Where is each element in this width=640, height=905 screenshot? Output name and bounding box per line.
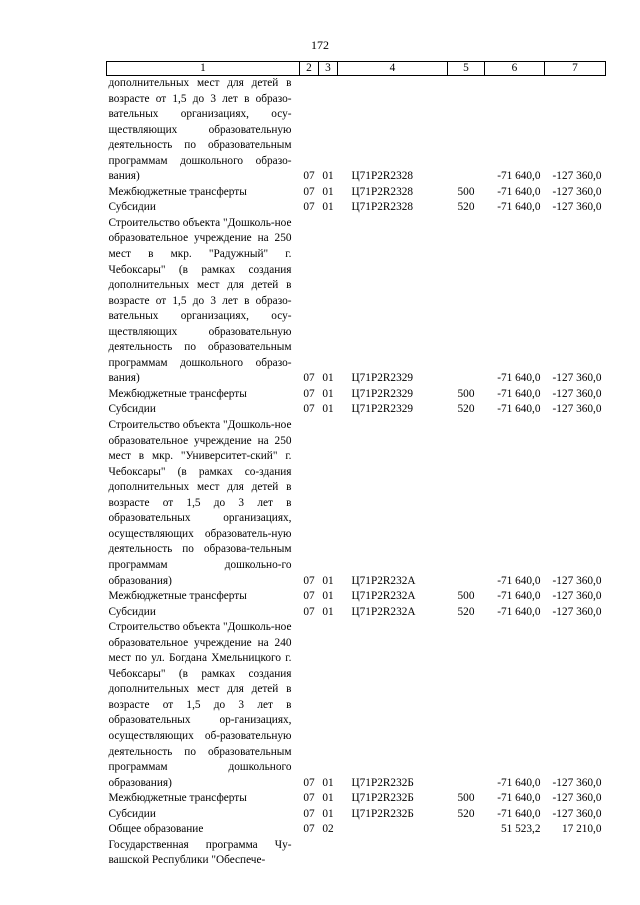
section-code: 07	[303, 574, 315, 587]
table-row	[107, 402, 606, 418]
target-article-code: Ц71Р2R232Б	[351, 807, 414, 820]
amount-col6: -71 640,0	[497, 590, 541, 603]
amount-col7: -127 360,0	[552, 185, 602, 198]
section-code: 07	[303, 170, 315, 183]
table-row	[107, 620, 606, 791]
subsection-code: 01	[322, 792, 334, 805]
target-article-code: Ц71Р2R232А	[351, 605, 416, 618]
table-row	[107, 216, 606, 387]
target-article-code: Ц71Р2R232А	[351, 590, 416, 603]
amount-col7: -127 360,0	[552, 792, 602, 805]
column-header: 6	[485, 62, 545, 76]
section-code: 07	[303, 590, 315, 603]
amount-col6: -71 640,0	[497, 807, 541, 820]
row-name: Субсидии	[108, 605, 156, 618]
target-article-code	[338, 838, 448, 869]
amount-col7: -127 360,0	[552, 372, 602, 385]
expense-type-code: 520	[457, 201, 475, 214]
amount-col6: -71 640,0	[497, 403, 541, 416]
table-row	[107, 589, 606, 605]
expense-type-code: 500	[457, 590, 475, 603]
target-article-code: Ц71Р2R2328	[351, 201, 414, 214]
target-article-code: Ц71Р2R2329	[351, 403, 414, 416]
section-code: 07	[303, 792, 315, 805]
column-header: 5	[448, 62, 485, 76]
subsection-code: 01	[322, 201, 334, 214]
section-code: 07	[303, 403, 315, 416]
section-code: 07	[303, 823, 315, 836]
column-header: 4	[338, 62, 448, 76]
expense-type-code	[448, 418, 485, 589]
expense-type-code	[448, 76, 485, 185]
table-row	[107, 605, 606, 621]
amount-col6: 51 523,2	[500, 823, 541, 836]
subsection-code: 01	[322, 590, 334, 603]
amount-col6: -71 640,0	[497, 776, 541, 789]
row-name: Субсидии	[108, 201, 156, 214]
subsection-code: 01	[322, 574, 334, 587]
expense-type-code	[448, 822, 485, 838]
section-code: 07	[303, 807, 315, 820]
table-row	[107, 185, 606, 201]
amount-col6: -71 640,0	[497, 792, 541, 805]
subsection-code: 01	[322, 387, 334, 400]
target-article-code: Ц71Р2R232Б	[351, 776, 414, 789]
amount-col7: 17 210,0	[561, 823, 602, 836]
table-row	[107, 418, 606, 589]
amount-col6: -71 640,0	[497, 605, 541, 618]
target-article-code	[338, 822, 448, 838]
amount-col7: -127 360,0	[552, 590, 602, 603]
table-row	[107, 838, 606, 869]
expense-type-code: 500	[457, 387, 475, 400]
target-article-code: Ц71Р2R232А	[351, 574, 416, 587]
subsection-code: 01	[322, 776, 334, 789]
row-name: Межбюджетные трансферты	[108, 387, 247, 400]
section-code: 07	[303, 387, 315, 400]
amount-col7: -127 360,0	[552, 574, 602, 587]
row-name: Субсидии	[108, 403, 156, 416]
amount-col6: -71 640,0	[497, 387, 541, 400]
table-row	[107, 807, 606, 823]
row-name: Межбюджетные трансферты	[108, 792, 247, 805]
section-code: 07	[303, 372, 315, 385]
table-row	[107, 387, 606, 403]
row-name: Строительство объекта "Дошколь-ное образовательное учреждение на 240 мест по ул. Богдана Хмельницкого г. Чебоксары" (в рамках создания дополнительных мест для детей в возрасте от 1,5 до 3 лет в образовательных ор-ганизациях, осуществляющих об-разовательную деятельность по образовательным программам дошкольного образования)	[108, 621, 292, 789]
target-article-code: Ц71Р2R2328	[351, 170, 414, 183]
subsection-code: 01	[322, 605, 334, 618]
target-article-code: Ц71Р2R2329	[351, 387, 414, 400]
amount-col6: -71 640,0	[497, 201, 541, 214]
row-name: Субсидии	[108, 807, 156, 820]
page-number: 172	[311, 38, 329, 52]
subsection-code: 01	[322, 403, 334, 416]
expense-type-code: 520	[457, 605, 475, 618]
section-code: 07	[303, 185, 315, 198]
row-name: Общее образование	[108, 823, 204, 836]
row-name: Строительство объекта "Дошколь-ное образовательное учреждение на 250 мест в мкр. "Радужный" г. Чебоксары" (в рамках создания дополнительных мест для детей в возрасте от 1,5 до 3 лет в образо-вательных организациях, осу-ществляющих образовательную деятельность по образовательным программам дошкольного образо-вания)	[108, 216, 292, 385]
expense-type-code	[448, 620, 485, 791]
amount-col7: -127 360,0	[552, 605, 602, 618]
target-article-code: Ц71Р2R232Б	[351, 792, 414, 805]
section-code	[300, 838, 319, 869]
row-name: Межбюджетные трансферты	[108, 185, 247, 198]
amount-col7	[545, 838, 606, 869]
target-article-code: Ц71Р2R2329	[351, 372, 414, 385]
amount-col7: -127 360,0	[552, 403, 602, 416]
amount-col7: -127 360,0	[552, 170, 602, 183]
section-code: 07	[303, 605, 315, 618]
subsection-code: 02	[322, 823, 334, 836]
expense-type-code: 520	[457, 807, 475, 820]
row-name: Государственная программа Чу-вашской Республики "Обеспече-	[108, 838, 292, 867]
column-header: 3	[319, 62, 338, 76]
row-name: Межбюджетные трансферты	[108, 590, 247, 603]
amount-col6	[485, 838, 545, 869]
amount-col7: -127 360,0	[552, 201, 602, 214]
column-header: 1	[107, 62, 300, 76]
column-numbers-row	[107, 62, 606, 76]
table-row	[107, 791, 606, 807]
amount-col6: -71 640,0	[497, 170, 541, 183]
expense-type-code: 520	[457, 403, 475, 416]
table-row	[107, 200, 606, 216]
column-header: 2	[300, 62, 319, 76]
expense-type-code	[448, 838, 485, 869]
column-header: 7	[545, 62, 606, 76]
subsection-code	[319, 838, 338, 869]
amount-col6: -71 640,0	[497, 372, 541, 385]
section-code: 07	[303, 776, 315, 789]
table-header	[107, 62, 606, 76]
subsection-code: 01	[322, 170, 334, 183]
amount-col7: -127 360,0	[552, 387, 602, 400]
section-code: 07	[303, 201, 315, 214]
expense-type-code: 500	[457, 792, 475, 805]
target-article-code: Ц71Р2R2328	[351, 185, 414, 198]
amount-col6: -71 640,0	[497, 185, 541, 198]
amount-col7: -127 360,0	[552, 776, 602, 789]
subsection-code: 01	[322, 185, 334, 198]
expense-type-code: 500	[457, 185, 475, 198]
row-name: Строительство объекта "Дошколь-ное образовательное учреждение на 250 мест в мкр. "Университет-ский" г. Чебоксары" (в рамках со-здания дополнительных мест для детей в возрасте от 1,5 до 3 лет в образовательных организациях, осуществляющих образователь-ную деятельность по образова-тельным программам дошкольно-го образования)	[108, 419, 292, 587]
subsection-code: 01	[322, 807, 334, 820]
budget-table	[106, 61, 606, 869]
table-row	[107, 76, 606, 185]
subsection-code: 01	[322, 372, 334, 385]
expense-type-code	[448, 216, 485, 387]
amount-col7: -127 360,0	[552, 807, 602, 820]
row-name: дополнительных мест для детей в возрасте от 1,5 до 3 лет в образо-вательных организациях, осу-ществляющих образовательную деятельность по образовательным программам дошкольного образо-вания)	[108, 77, 292, 183]
amount-col6: -71 640,0	[497, 574, 541, 587]
table-body	[107, 76, 606, 869]
table-row	[107, 822, 606, 838]
